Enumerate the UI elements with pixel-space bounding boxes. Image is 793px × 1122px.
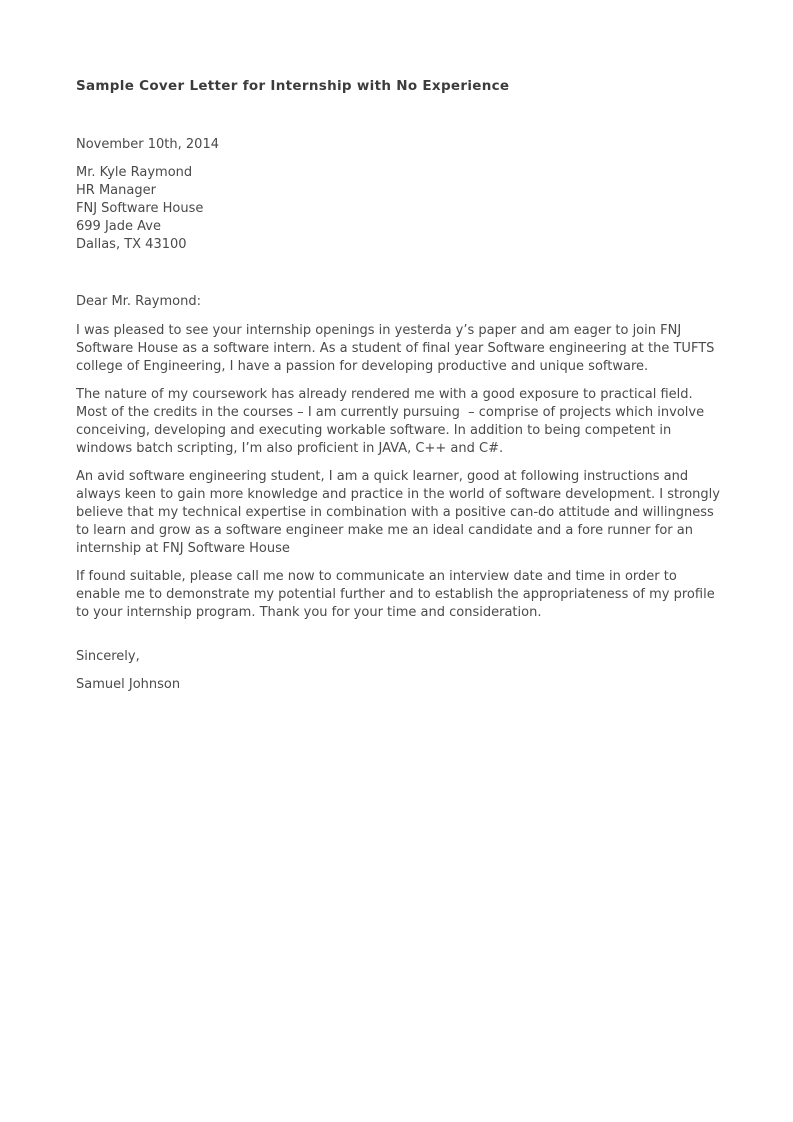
recipient-company: FNJ Software House [76, 201, 204, 216]
salutation: Dear Mr. Raymond: [76, 294, 201, 309]
body-paragraph-2: The nature of my coursework has already rendered me with a good exposure to practical field. Most of the credits in the courses – I am currently pursuing – comprise of projects which involve conceiving, developing and executing workable software. In addition to being competent in windows batch scripting, I’m also proficient in JAVA, C++ and C#. [76, 387, 709, 456]
letter-date: November 10th, 2014 [76, 137, 219, 152]
recipient-address-block [76, 164, 721, 254]
letter-content [76, 78, 725, 694]
recipient-city-state-zip: Dallas, TX 43100 [76, 237, 187, 252]
body-paragraph-4: If found suitable, please call me now to communicate an interview date and time in order to enable me to demonstrate my potential further and to establish the appropriateness of my profile to your internship program. Thank you for your time and consideration. [76, 569, 719, 620]
recipient-street: 699 Jade Ave [76, 219, 161, 234]
signature-name: Samuel Johnson [76, 677, 181, 692]
closing: Sincerely, [76, 649, 140, 664]
document-title: Sample Cover Letter for Internship with No Experience [76, 78, 510, 94]
recipient-title: HR Manager [76, 183, 156, 198]
body-paragraph-1: I was pleased to see your internship openings in yesterda y’s paper and am eager to join FNJ Software House as a software intern. As a student of final year Software engineering at the TUFTS college of Engineering, I have a passion for developing productive and unique software. [76, 323, 719, 374]
recipient-name: Mr. Kyle Raymond [76, 165, 193, 180]
body-paragraph-3: An avid software engineering student, I am a quick learner, good at following instructions and always keen to gain more knowledge and practice in the world of software development. I strongly believe that my technical expertise in combination with a positive can-do attitude and willingness to learn and grow as a software engineer make me an ideal candidate and a fore runner for an internship at FNJ Software House [76, 469, 725, 556]
